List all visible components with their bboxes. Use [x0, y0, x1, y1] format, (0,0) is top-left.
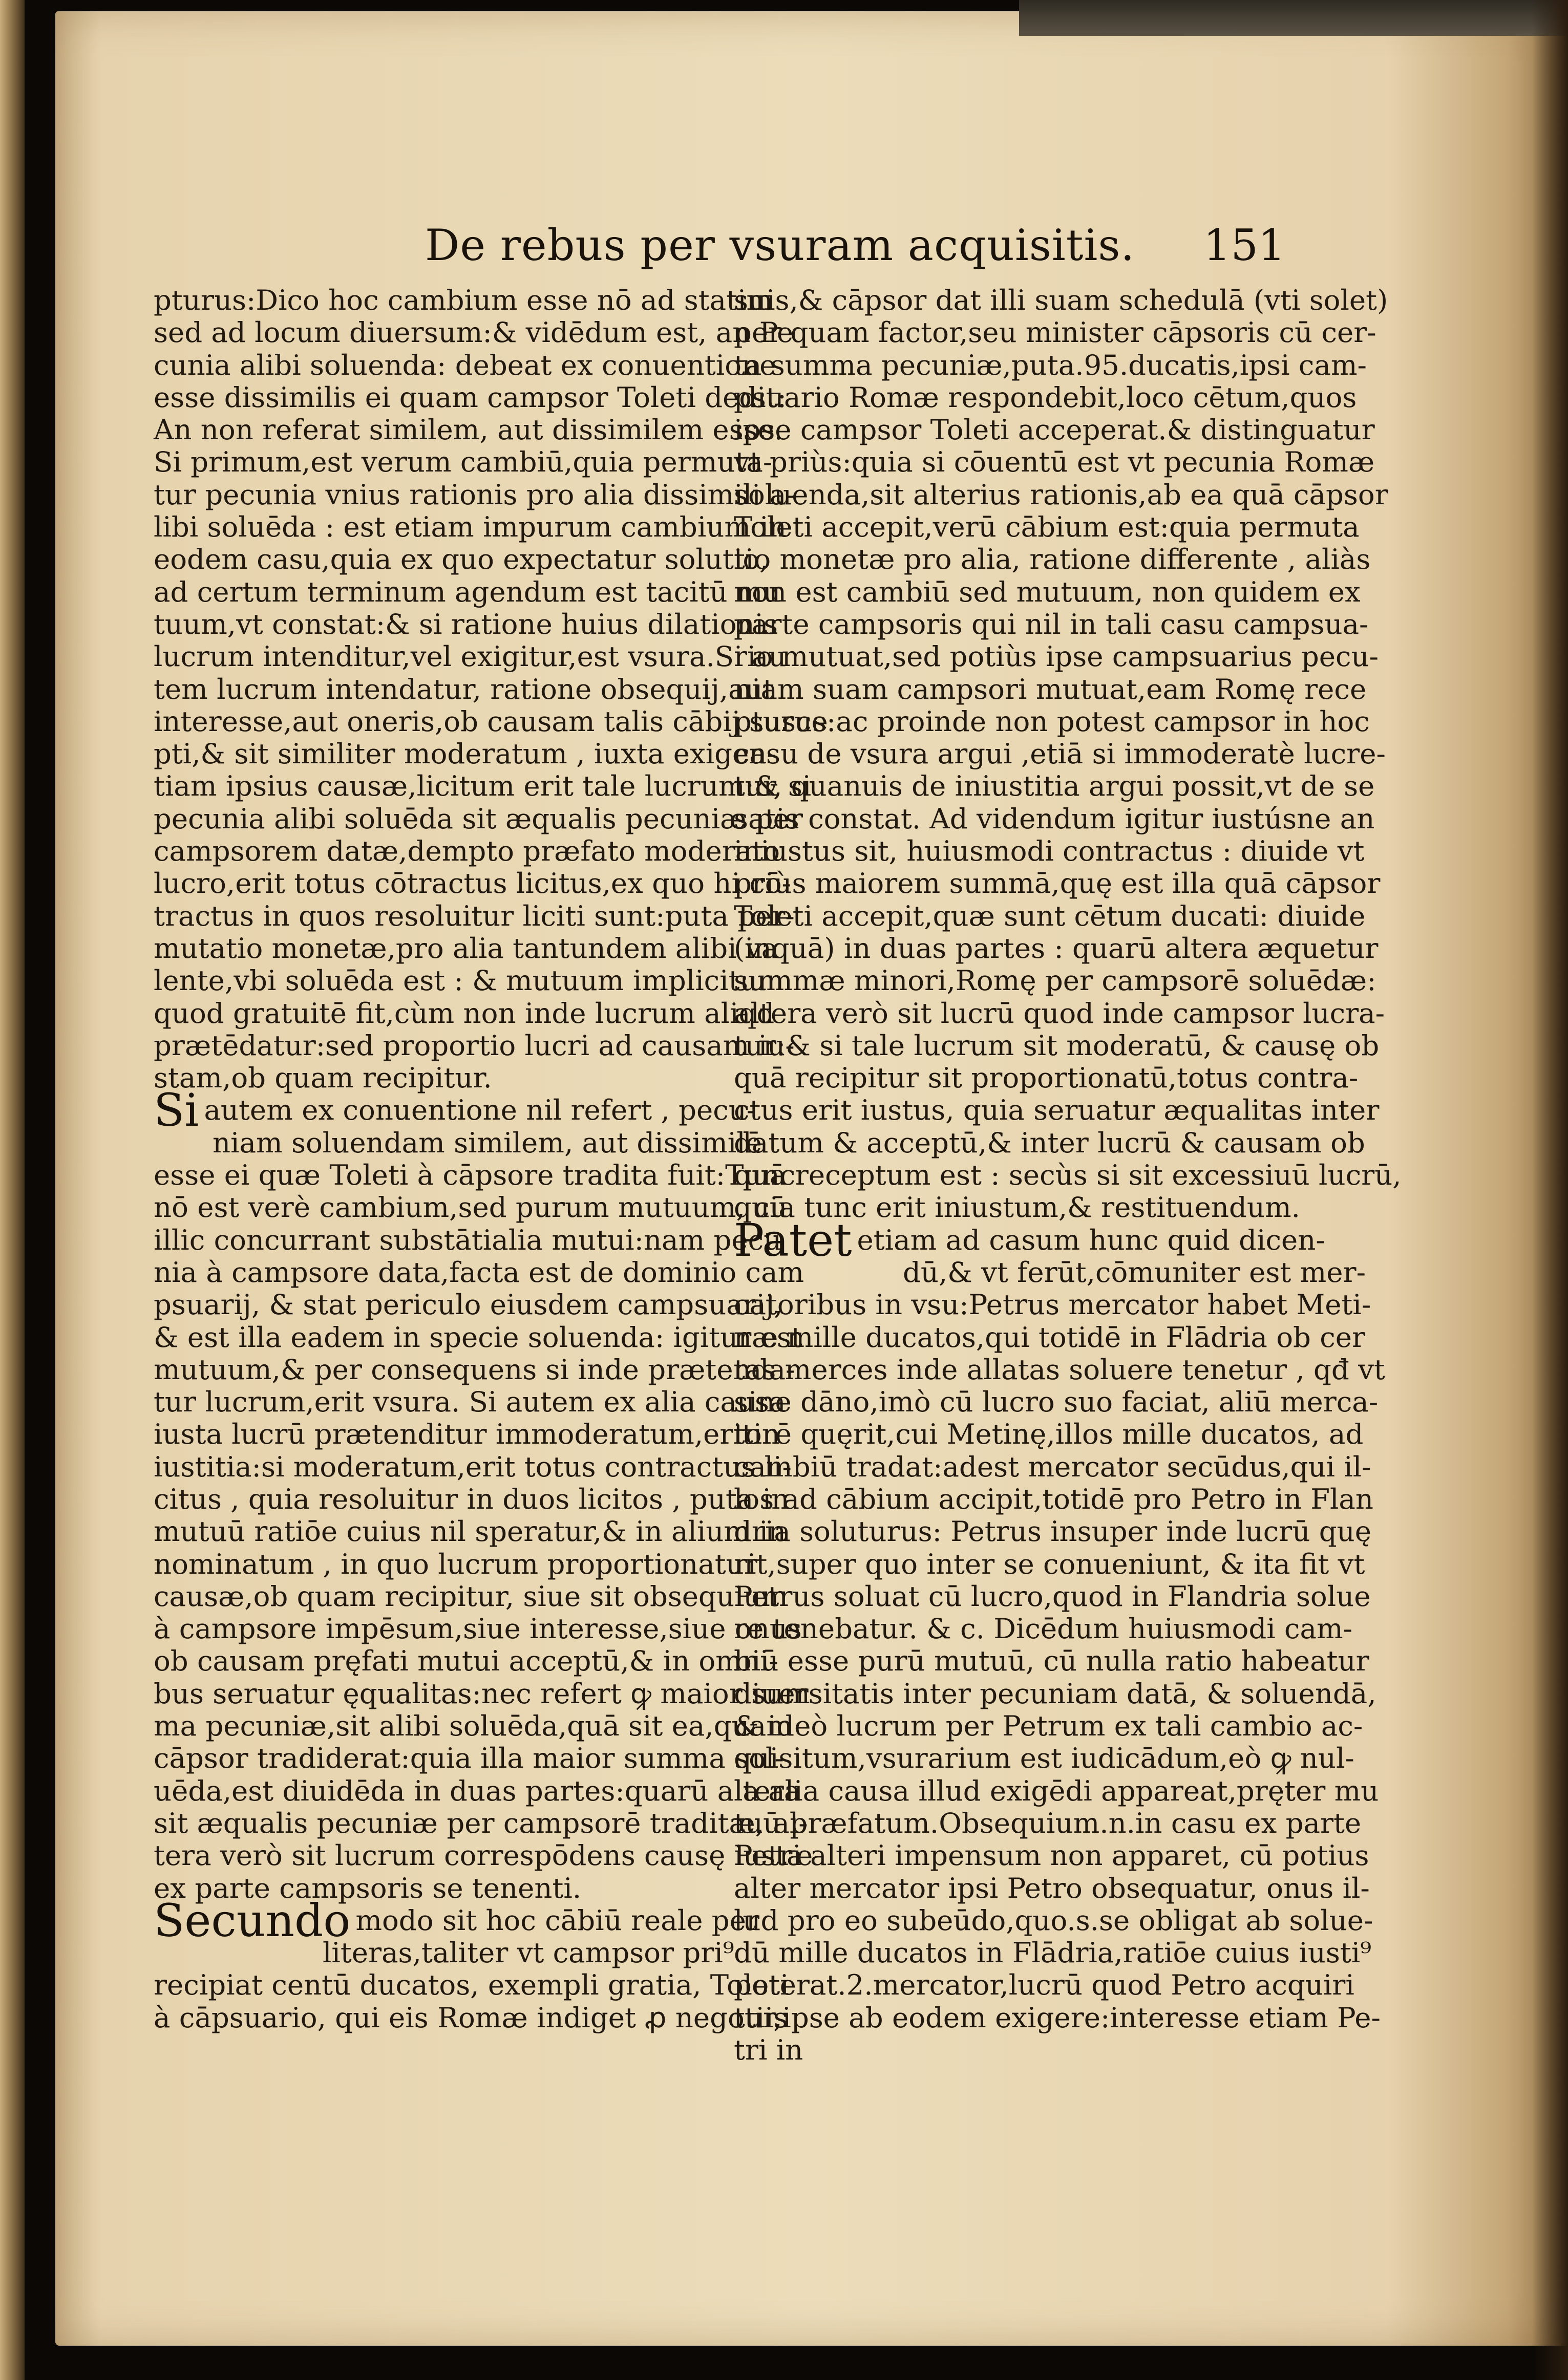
right-column — [734, 284, 1402, 2067]
text-line: vt priùs:quia si cōuentū est vt pecunia Romæ — [734, 445, 1375, 479]
text-line: niam soluendam similem, aut dissimilē — [213, 1126, 762, 1159]
text-line: alter mercator ipsi Petro obsequatur, onus il- — [734, 1871, 1370, 1904]
text-line: etiam ad casum hunc quid dicen- — [857, 1223, 1325, 1256]
text-line: torē quęrit,cui Metinę,illos mille ducatos, ad — [734, 1418, 1364, 1451]
text-line: sit æqualis pecuniæ per campsorē traditæ, al- — [154, 1806, 808, 1839]
text-line: lente,vbi soluēda est : & mutuum implicitum — [154, 964, 785, 997]
text-line: tur lucrum,erit vsura. Si autem ex alia causa — [154, 1385, 786, 1419]
text-line: poterat.2.mercator,lucrū quod Petro acquiri — [734, 1968, 1354, 2002]
text-line: citus , quia resoluitur in duos licitos , puta in — [154, 1482, 790, 1515]
text-line: à cāpsuario, qui eis Romæ indiget ꝓ negotiis — [154, 2001, 788, 2034]
text-line: modo sit hoc cābiū reale per — [355, 1903, 759, 1937]
text-line: tur,ipse ab eodem exigere:interesse etiam Pe- — [734, 2001, 1381, 2034]
left-column-paragraph-1 — [154, 284, 828, 1095]
text-line: eodem casu,quia ex quo expectatur solutio, — [154, 543, 769, 576]
text-line: catoribus in vsu:Petrus mercator habet Meti- — [734, 1288, 1371, 1321]
text-line: illic concurrant substātialia mutui:nam pecu — [154, 1223, 782, 1256]
text-line: An non referat similem, aut dissimilem esse. — [154, 413, 783, 446]
text-line: suis,& cāpsor dat illi suam schedulā (vti solet) — [734, 284, 1388, 316]
text-line: lud pro eo subeūdo,quo.s.se obligat ab solue- — [734, 1903, 1373, 1937]
right-column-paragraph-2 — [734, 1288, 1385, 2067]
text-line: dū mille ducatos in Flādria,ratiōe cuius iusti⁹ — [734, 1936, 1372, 1969]
text-line: sine dāno,imò cū lucro suo faciat, aliū merca- — [734, 1385, 1379, 1419]
text-line: parte campsoris qui nil in tali casu campsua- — [734, 607, 1369, 640]
text-line: pturus:Dico hoc cambium esse nō ad statim — [154, 284, 773, 316]
text-line: cunia alibi soluenda: debeat ex conuentione — [154, 348, 776, 381]
text-line: autem ex conuentione nil refert , pecu- — [204, 1093, 756, 1127]
text-line: (inquā) in duas partes : quarū altera æquetur — [734, 931, 1379, 964]
text-line: biū esse purū mutuū, cū nulla ratio habeatur — [734, 1644, 1369, 1678]
text-line: Toleti accepit,quæ sunt cētum ducati: diuide — [734, 899, 1366, 932]
text-line: iustitia:si moderatum,erit totus contractus li- — [154, 1450, 792, 1483]
text-line: esse dissimilis ei quam campsor Toleti dedit: — [154, 380, 787, 414]
text-line: nō est verè cambium,sed purum mutuum, cū — [154, 1191, 788, 1224]
text-line: tas merces inde allatas soluere tenetur , qđ vt — [734, 1353, 1385, 1386]
text-line: iusta lucrū prætenditur immoderatum,eritin — [154, 1418, 780, 1451]
text-line: mutuum,& per consequens si inde prætenda- — [154, 1353, 795, 1386]
text-line: niam suam campsori mutuat,eam Romę rece — [734, 672, 1367, 705]
text-line: Petri alteri impensum non apparet, cū potius — [734, 1839, 1369, 1872]
text-line: tur:& si tale lucrum sit moderatū, & causę ob — [734, 1028, 1380, 1062]
text-line: non est cambiū sed mutuum, non quidem ex — [734, 575, 1361, 608]
text-line: prætēdatur:sed proportio lucri ad causam iu- — [154, 1028, 795, 1062]
text-line: ex parte campsoris se tenenti. — [154, 1871, 582, 1904]
text-line: casu de vsura argui ,etiā si immoderatè lucre- — [734, 737, 1386, 770]
text-line: tem lucrum intendatur, ratione obsequij,aut — [154, 672, 774, 705]
text-line: altera verò sit lucrū quod inde campsor lucra- — [734, 996, 1385, 1030]
text-line: dria soluturus: Petrus insuper inde lucrū quę — [734, 1515, 1372, 1548]
drop-cap-si: Si — [154, 1084, 199, 1137]
right-edge-shadow — [1532, 0, 1568, 2380]
drop-cap-line — [154, 1894, 759, 1947]
text-line: recipiat centū ducatos, exempli gratia, Toleti — [154, 1968, 789, 2002]
text-line: tuum,vt constat:& si ratione huius dilationis — [154, 607, 778, 640]
text-line: cambiū tradat:adest mercator secūdus,qui il- — [734, 1450, 1371, 1483]
text-line: pti,& sit similiter moderatum , iuxta exigen- — [154, 737, 776, 770]
drop-cap-line — [154, 1084, 756, 1137]
text-line: dū,& vt ferūt,cōmuniter est mer- — [903, 1255, 1366, 1289]
text-line: iniustus sit, huiusmodi contractus : diuide vt — [734, 834, 1365, 868]
right-column-paragraph-1 — [734, 284, 1402, 1224]
text-line: mutatio monetæ,pro alia tantundem alibi va — [154, 931, 778, 964]
text-line: ta summa pecuniæ,puta.95.ducatis,ipsi cam- — [734, 348, 1367, 381]
text-line: interesse,aut oneris,ob causam talis cābij susce — [154, 704, 828, 738]
text-line: tuū præfatum.Obsequium.n.in casu ex parte — [734, 1806, 1362, 1839]
text-line: stam,ob quam recipitur. — [154, 1061, 492, 1095]
drop-cap-line — [734, 1213, 1325, 1267]
text-line: rit,super quo inter se conueniunt, & ita fit vt — [734, 1547, 1365, 1580]
text-line: literas,taliter vt campsor pri⁹ — [323, 1936, 734, 1969]
text-line: lucrum intenditur,vel exigitur,est vsura.Si au — [154, 640, 787, 673]
text-line: & ideò lucrum per Petrum ex tali cambio ac- — [734, 1709, 1363, 1743]
text-line: Toleti accepit,verū cābium est:quia permuta — [734, 510, 1360, 544]
text-line: uēda,est diuidēda in duas partes:quarū altera — [154, 1774, 801, 1807]
text-line: psuarij, & stat periculo eiusdem campsuarij, — [154, 1288, 783, 1321]
text-line: datum & acceptū,& inter lucrū & causam ob — [734, 1126, 1365, 1159]
text-line: ob causam pręfati mutui acceptū,& in omni- — [154, 1644, 778, 1678]
binding-corner — [1019, 0, 1568, 36]
text-line: ipse campsor Toleti acceperat.& distinguatur — [734, 413, 1375, 446]
text-line: à campsore impēsum,siue interesse,siue onus — [154, 1612, 802, 1645]
text-line: summæ minori,Romę per campsorē soluēdæ: — [734, 964, 1376, 997]
text-line: quia tunc erit iniustum,& restituendum. — [734, 1191, 1300, 1224]
text-line: tio monetæ pro alia, ratione differente , aliàs — [734, 543, 1371, 576]
text-line: quisitum,vsurarium est iudicādum,eò ꝙ nul- — [734, 1742, 1354, 1775]
text-line: campsorem datæ,dempto præfato moderato — [154, 834, 780, 868]
text-line: rio mutuat,sed potiùs ipse campsuarius pecu- — [734, 640, 1379, 673]
text-line: næ mille ducatos,qui totidē in Flādria ob cer — [734, 1320, 1366, 1354]
text-line: la alia causa illud exigēdi appareat,pręter mu — [734, 1774, 1379, 1807]
text-line: diuersitatis inter pecuniam datā, & soluendā, — [734, 1677, 1376, 1710]
text-line: causæ,ob quam recipitur, siue sit obsequium — [154, 1579, 788, 1613]
text-line: cāpsor tradiderat:quia illa maior summa sol- — [154, 1742, 784, 1775]
drop-cap-secundo: Secundo — [154, 1894, 351, 1947]
text-line: & est illa eadem in specie soluenda: igitur est — [154, 1320, 802, 1354]
text-line: quā receptum est : secùs si sit excessiuū lucrū, — [734, 1159, 1402, 1192]
text-line: bus seruatur ęqualitas:nec refert ꝙ maior sum — [154, 1677, 810, 1710]
text-line: satis constat. Ad videndum igitur iustúsne an — [734, 802, 1375, 835]
text-line: pecunia alibi soluēda sit æqualis pecuniæ per — [154, 802, 803, 835]
text-line: sed ad locum diuersum:& vidēdum est, an Pe — [154, 316, 794, 349]
text-line: ma pecuniæ,sit alibi soluēda,quā sit ea,quam — [154, 1709, 793, 1743]
text-line: tractus in quos resoluitur liciti sunt:puta per- — [154, 899, 795, 932]
text-line: nominatum , in quo lucrum proportionatur — [154, 1547, 757, 1580]
text-line: ad certum terminum agendum est tacitū mu — [154, 575, 781, 608]
text-line: psuario Romæ respondebit,loco cētum,quos — [734, 380, 1357, 414]
text-line: pturus:ac proinde non potest campsor in hoc — [734, 704, 1370, 738]
text-line: mutuū ratiōe cuius nil speratur,& in alium in — [154, 1515, 786, 1548]
text-line: tiam ipsius causæ,licitum erit tale lucrum:& si — [154, 769, 812, 803]
text-line: lucro,erit totus cōtractus licitus,ex quo hi cō- — [154, 867, 791, 900]
text-line: ctus erit iustus, quia seruatur æqualitas inter — [734, 1093, 1380, 1127]
text-line: re tenebatur. & c. Dicēdum huiusmodi cam- — [734, 1612, 1353, 1645]
text-line: Si primum,est verum cambiū,quia permuta- — [154, 445, 773, 479]
text-line: tur, quanuis de iniustitia argui possit,vt de se — [734, 769, 1375, 803]
left-column-paragraph-3 — [154, 1968, 789, 2034]
text-line: quod gratuitē fit,cùm non inde lucrum aliqd — [154, 996, 775, 1030]
text-line: quā recipitur sit proportionatū,totus contra- — [734, 1061, 1359, 1095]
drop-cap-patet: Patet — [734, 1213, 852, 1267]
text-line: libi soluēda : est etiam impurum cambium in — [154, 510, 787, 544]
text-line: soluenda,sit alterius rationis,ab ea quā cāpsor — [734, 478, 1388, 511]
text-line: nia à campsore data,facta est de dominio cam — [154, 1255, 804, 1289]
text-line: tur pecunia vnius rationis pro alia dissimili a- — [154, 478, 796, 511]
text-line: priùs maiorem summā,quę est illa quā cāpsor — [734, 867, 1381, 900]
text-line: tri in — [734, 2033, 803, 2067]
text-line: per quam factor,seu minister cāpsoris cū cer- — [734, 316, 1376, 349]
running-head: De rebus per vsuram acquisitis. — [425, 220, 1135, 270]
page-number: 151 — [1203, 220, 1286, 270]
previous-page-edge — [0, 0, 25, 2380]
text-line: los ad cābium accipit,totidē pro Petro in Flan — [734, 1482, 1374, 1515]
text-line: Petrus soluat cū lucro,quod in Flandria solue — [734, 1579, 1371, 1613]
text-line: esse ei quæ Toleti à cāpsore tradita fuit:Tunc — [154, 1159, 796, 1192]
text-line: tera verò sit lucrum correspōdens causę iustæ — [154, 1839, 813, 1872]
